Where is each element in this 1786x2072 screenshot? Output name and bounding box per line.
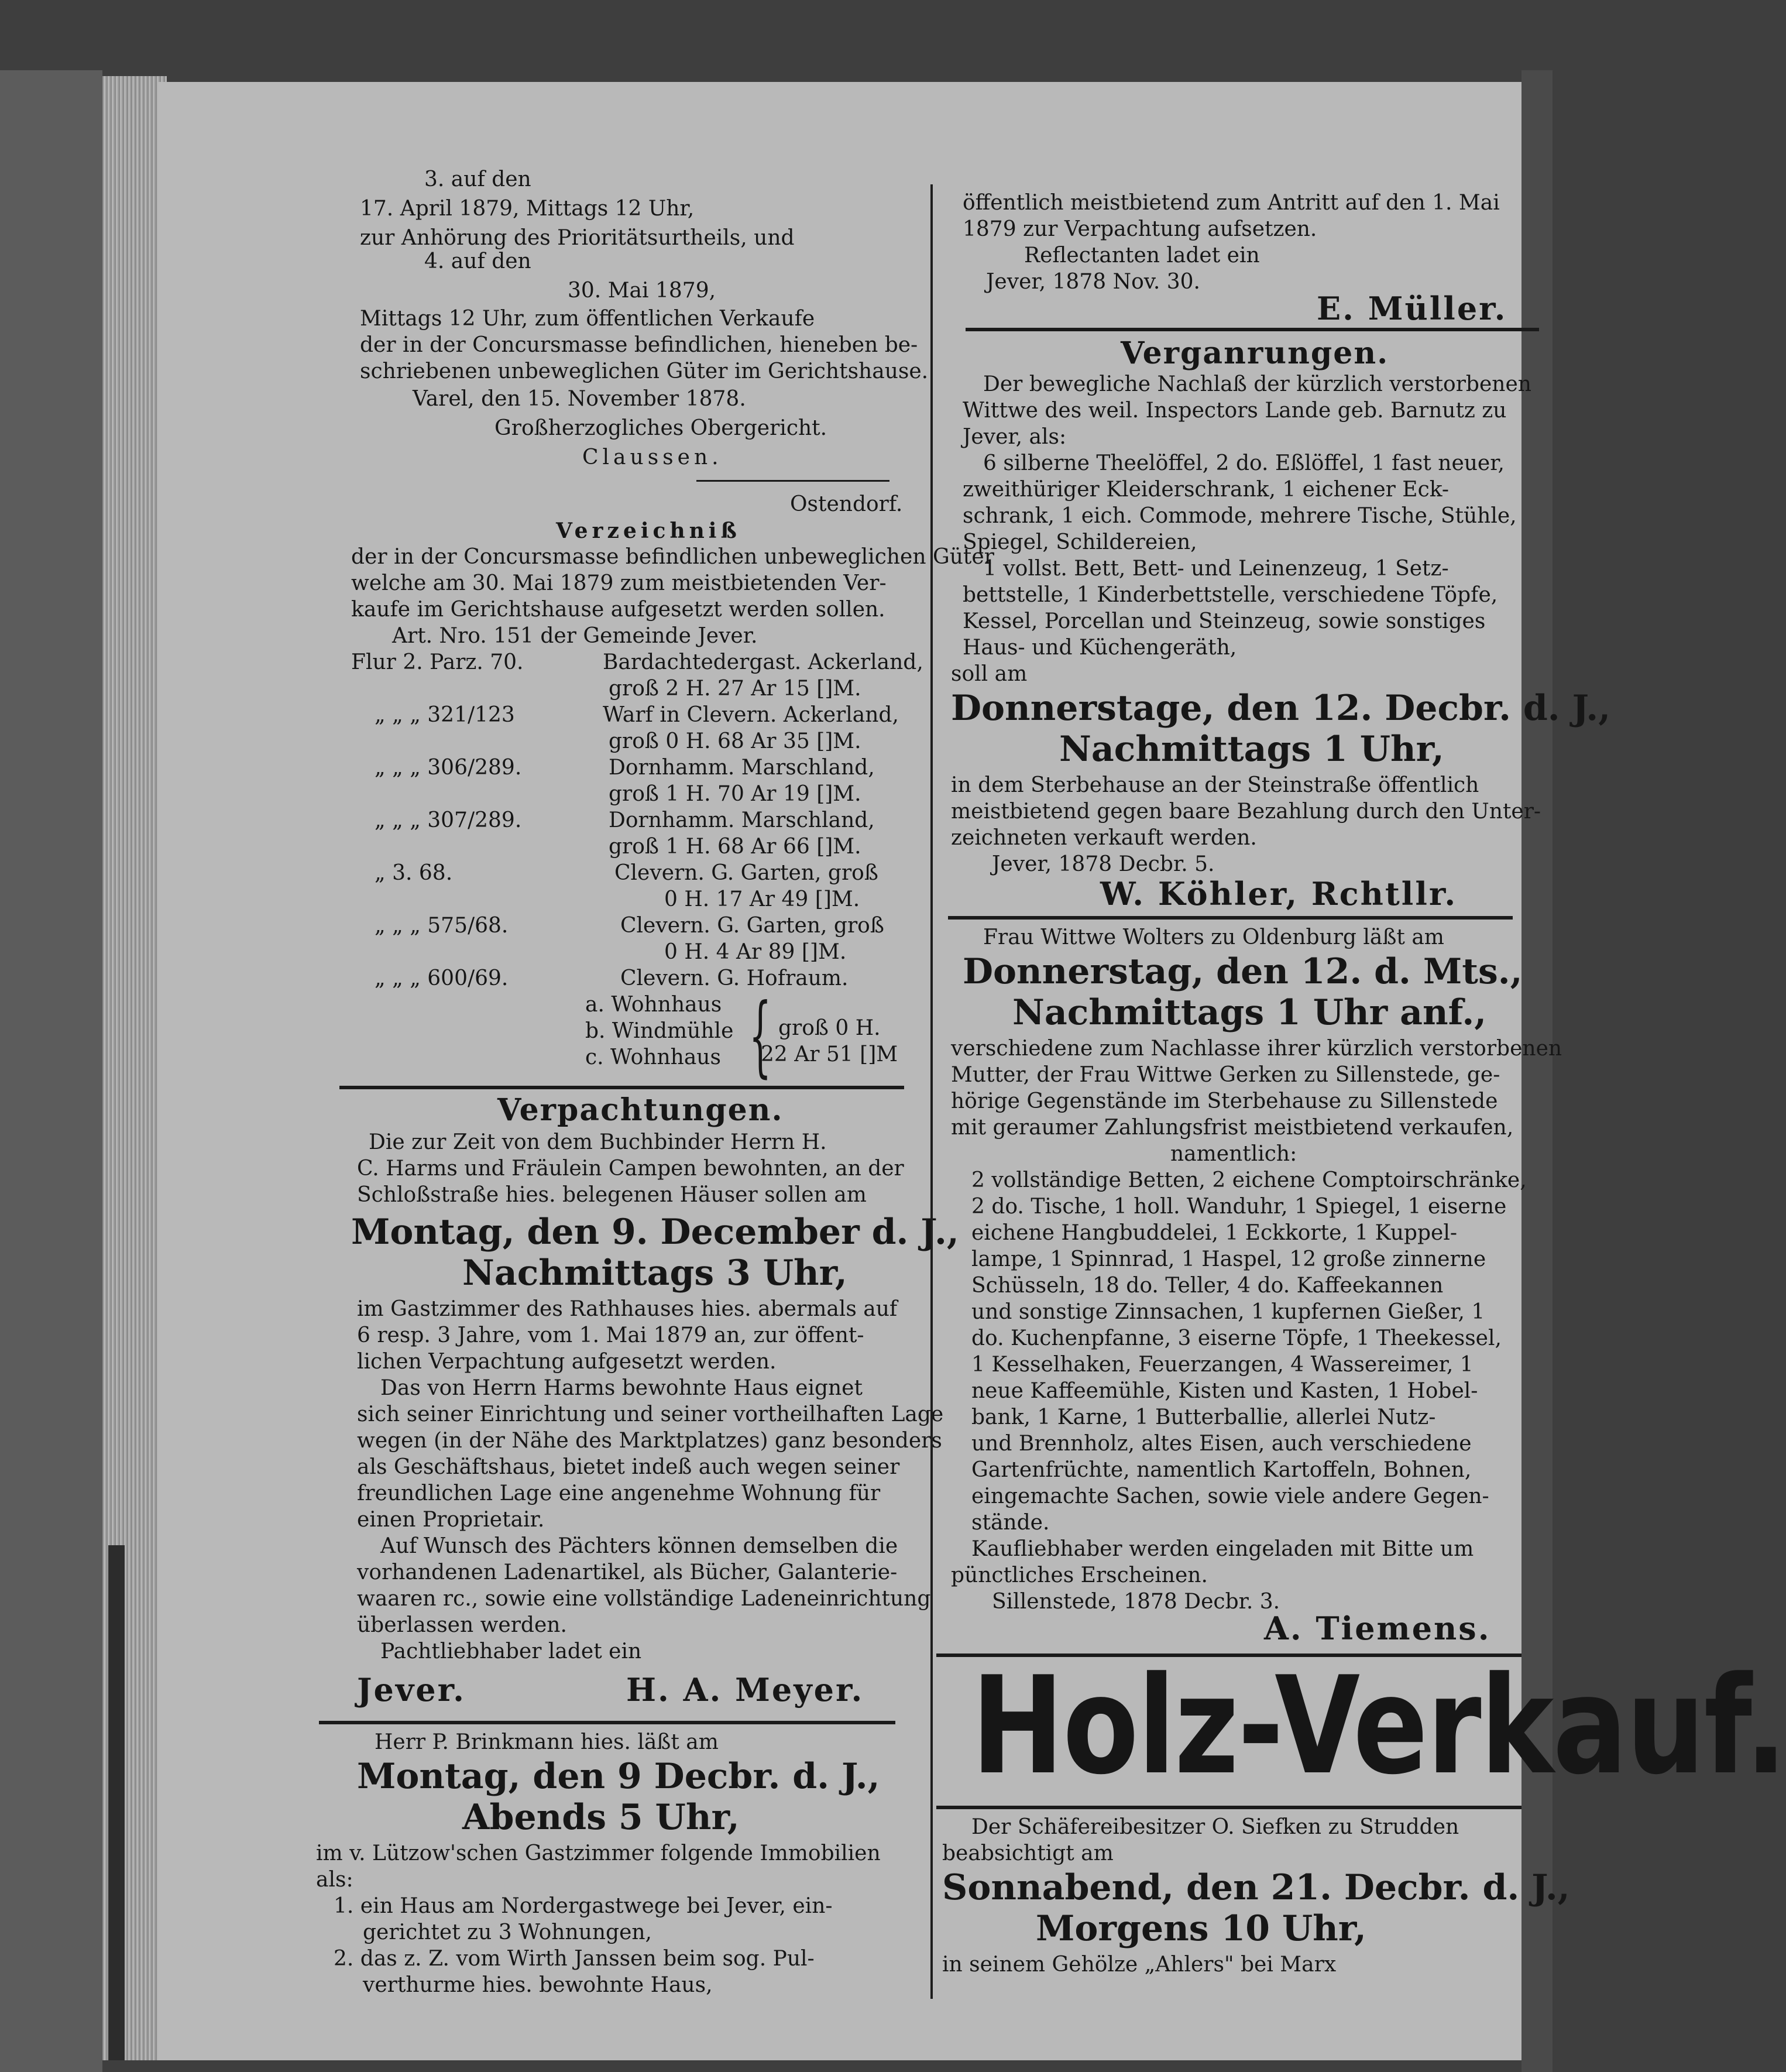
brinkmann-item2b: verthurme hies. bewohnte Haus, (363, 1973, 713, 1997)
register-row-7-parcel: „ „ „ 600/69. (375, 966, 509, 990)
register-sub-c: c. Wohnhaus (585, 1045, 721, 1069)
auctions-date: Donnerstage, den 12. Decbr. d. J., (951, 688, 1611, 729)
column-rule (930, 184, 933, 1999)
auctions-p6: schrank, 1 eich. Commode, mehrere Tische, Stühle, (963, 504, 1517, 528)
register-row-1-parcel: Flur 2. Parz. 70. (351, 650, 524, 674)
wolters-p17: Gartenfrüchte, namentlich Kartoffeln, Bohnen, (971, 1458, 1472, 1482)
register-row-3-size: groß 1 H. 70 Ar 19 []M. (609, 782, 861, 806)
divider (936, 1806, 1521, 1809)
auctions-p5: zweithüriger Kleiderschrank, 1 eichener Eck- (963, 478, 1450, 502)
register-intro3: kaufe im Gerichtshause aufgesetzt werden sollen. (351, 598, 885, 622)
mueller-l2: 1879 zur Verpachtung aufsetzen. (963, 217, 1317, 241)
lease-signer: H. A. Meyer. (626, 1671, 864, 1709)
register-row-6-desc: Clevern. G. Garten, groß (620, 914, 884, 938)
mueller-l1: öffentlich meistbietend zum Antritt auf den 1. Mai (963, 191, 1500, 215)
register-row-4-desc: Dornhamm. Marschland, (609, 808, 875, 832)
wolters-signer: A. Tiemens. (1264, 1610, 1491, 1647)
lease-p14: vorhandenen Ladenartikel, als Bücher, Galanterie- (357, 1560, 898, 1584)
sale-court: Großherzogliches Obergericht. (494, 416, 827, 440)
lease-p2: C. Harms und Fräulein Campen bewohnten, an der (357, 1157, 904, 1181)
auctions-heading: Verganrungen. (1121, 335, 1389, 371)
register-intro1: der in der Concursmasse befindlichen unbeweglichen Güter (351, 545, 994, 569)
sale-place-date: Varel, den 15. November 1878. (413, 387, 746, 411)
wolters-p16: und Brennholz, altes Eisen, auch verschiedene (971, 1432, 1472, 1456)
auctions-p3: Jever, als: (963, 425, 1067, 449)
auctions-p13: in dem Sterbehause an der Steinstraße öffentlich (951, 773, 1479, 797)
register-row-6-size: 0 H. 4 Ar 89 []M. (664, 940, 847, 964)
wolters-p14: neue Kaffeemühle, Kisten und Kasten, 1 Hobel- (971, 1379, 1478, 1403)
register-intro2: welche am 30. Mai 1879 zum meistbietenden Ver- (351, 571, 887, 595)
lease-p8: sich seiner Einrichtung und seiner vortheilhaften Lage (357, 1402, 944, 1426)
brinkmann-intro: Herr P. Brinkmann hies. läßt am (375, 1730, 719, 1754)
lease-p12: einen Proprietair. (357, 1508, 545, 1532)
wolters-intro: Frau Wittwe Wolters zu Oldenburg läßt am (983, 925, 1444, 949)
register-row-2-desc: Warf in Clevern. Ackerland, (603, 703, 899, 727)
holz-p2: beabsichtigt am (942, 1841, 1114, 1865)
divider (339, 1086, 904, 1089)
register-row-4-parcel: „ „ „ 307/289. (375, 808, 522, 832)
sale-line2: der in der Concursmasse befindlichen, hieneben be- (360, 333, 918, 357)
brinkmann-date: Montag, den 9 Decbr. d. J., (357, 1756, 880, 1797)
mueller-place-date: Jever, 1878 Nov. 30. (986, 270, 1200, 294)
wolters-p6: 2 vollständige Betten, 2 eichene Comptoirschränke, (971, 1168, 1527, 1192)
sale-item3: 3. auf den (424, 167, 531, 191)
lease-p3: Schloßstraße hies. belegenen Häuser sollen am (357, 1183, 867, 1207)
wolters-p21: pünctliches Erscheinen. (951, 1563, 1208, 1587)
brinkmann-time: Abends 5 Uhr, (462, 1797, 740, 1838)
wolters-p3: hörige Gegenstände im Sterbehause zu Sillenstede (951, 1089, 1498, 1113)
village-name: Ostendorf. (790, 492, 903, 516)
register-art: Art. Nro. 151 der Gemeinde Jever. (392, 624, 758, 648)
wolters-p12: do. Kuchenpfanne, 3 eiserne Töpfe, 1 Theekessel, (971, 1326, 1502, 1350)
register-row-5-size: 0 H. 17 Ar 49 []M. (664, 887, 860, 911)
sale-anhoerung: zur Anhörung des Prioritätsurtheils, und (360, 226, 795, 250)
register-row-1-size: groß 2 H. 27 Ar 15 []M. (609, 677, 861, 701)
wolters-p18: eingemachte Sachen, sowie viele andere Gegen- (971, 1484, 1489, 1508)
register-row-3-parcel: „ „ „ 306/289. (375, 756, 522, 780)
lease-p1: Die zur Zeit von dem Buchbinder Herrn H. (369, 1130, 827, 1154)
wolters-p5: namentlich: (1170, 1142, 1297, 1166)
holz-title: Holz-Verkauf. (971, 1648, 1786, 1805)
sale-item4: 4. auf den (424, 249, 531, 273)
register-row-7-desc: Clevern. G. Hofraum. (620, 966, 849, 990)
auctions-p9: bettstelle, 1 Kinderbettstelle, verschiedene Töpfe, (963, 583, 1498, 607)
auctions-p11: Haus- und Küchengeräth, (963, 636, 1237, 660)
divider (319, 1721, 895, 1724)
book-binding-left (0, 70, 102, 2072)
sale-signer: Claussen. (582, 445, 723, 469)
register-row-5-parcel: „ 3. 68. (375, 861, 453, 885)
auctions-p14: meistbietend gegen baare Bezahlung durch den Unter- (951, 800, 1541, 824)
register-sub-a: a. Wohnhaus (585, 993, 722, 1017)
register-sub-b: b. Windmühle (585, 1019, 734, 1043)
wolters-p9: lampe, 1 Spinnrad, 1 Haspel, 12 große zinnerne (971, 1247, 1486, 1271)
lease-p17: Pachtliebhaber ladet ein (380, 1639, 642, 1663)
divider (966, 328, 1539, 331)
wolters-p20: Kaufliebhaber werden eingeladen mit Bitte um (971, 1537, 1474, 1561)
register-row-4-size: groß 1 H. 68 Ar 66 []M. (609, 835, 861, 859)
register-heading: Verzeichniß (556, 519, 741, 543)
lease-heading: Verpachtungen. (497, 1092, 784, 1128)
spine-shadow (108, 1545, 125, 2060)
holz-p1: Der Schäfereibesitzer O. Siefken zu Strudden (971, 1815, 1459, 1839)
register-row-2-size: groß 0 H. 68 Ar 35 []M. (609, 729, 861, 753)
holz-p3: in seinem Gehölze „Ahlers" bei Marx (942, 1953, 1337, 1977)
wolters-p10: Schüsseln, 18 do. Teller, 4 do. Kaffeekannen (971, 1274, 1444, 1298)
register-sub-size2: 22 Ar 51 []M (761, 1042, 898, 1066)
register-row-3-desc: Dornhamm. Marschland, (609, 756, 875, 780)
divider (696, 480, 889, 482)
register-row-5-desc: Clevern. G. Garten, groß (614, 861, 878, 885)
mueller-l3: Reflectanten ladet ein (1024, 243, 1260, 267)
wolters-date: Donnerstag, den 12. d. Mts., (963, 951, 1523, 992)
lease-p16: überlassen werden. (357, 1613, 567, 1637)
lease-p9: wegen (in der Nähe des Marktplatzes) ganz besonders (357, 1429, 942, 1453)
register-row-1-desc: Bardachtedergast. Ackerland, (603, 650, 923, 674)
divider (948, 916, 1513, 920)
wolters-p11: und sonstige Zinnsachen, 1 kupfernen Gießer, 1 (971, 1300, 1485, 1324)
lease-p4: im Gastzimmer des Rathhauses hies. abermals auf (357, 1297, 898, 1321)
auctions-p4: 6 silberne Theelöffel, 2 do. Eßlöffel, 1 fast neuer, (983, 451, 1505, 475)
sale-date-may: 30. Mai 1879, (568, 279, 716, 303)
wolters-p1: verschiedene zum Nachlasse ihrer kürzlich verstorbenen (951, 1037, 1562, 1061)
auctions-p8: 1 vollst. Bett, Bett- und Leinenzeug, 1 Setz- (983, 557, 1449, 581)
wolters-p15: bank, 1 Karne, 1 Butterballie, allerlei Nutz- (971, 1405, 1436, 1429)
lease-time: Nachmittags 3 Uhr, (462, 1253, 847, 1294)
wolters-p4: mit geraumer Zahlungsfrist meistbietend verkaufen, (951, 1116, 1514, 1140)
sale-line1: Mittags 12 Uhr, zum öffentlichen Verkaufe (360, 307, 815, 331)
lease-p5: 6 resp. 3 Jahre, vom 1. Mai 1879 an, zur öffent- (357, 1323, 864, 1347)
register-row-6-parcel: „ „ „ 575/68. (375, 914, 509, 938)
curly-brace: { (749, 985, 772, 1087)
auctions-p10: Kessel, Porcellan und Steinzeug, sowie sonstiges (963, 609, 1486, 633)
register-sub-size1: groß 0 H. (778, 1016, 881, 1040)
auctions-time: Nachmittags 1 Uhr, (1059, 729, 1444, 770)
auctions-p12: soll am (951, 662, 1028, 686)
wolters-p7: 2 do. Tische, 1 holl. Wanduhr, 1 Spiegel, 1 eiserne (971, 1195, 1507, 1219)
lease-p6: lichen Verpachtung aufgesetzt werden. (357, 1350, 777, 1374)
lease-date: Montag, den 9. December d. J., (351, 1212, 959, 1253)
brinkmann-item2: 2. das z. Z. vom Wirth Janssen beim sog. Pul- (334, 1947, 815, 1971)
auctions-place-date: Jever, 1878 Decbr. 5. (992, 852, 1215, 876)
mueller-signer: E. Müller. (1317, 290, 1507, 327)
wolters-p8: eichene Hangbuddelei, 1 Eckkorte, 1 Kuppel- (971, 1221, 1458, 1245)
brinkmann-p2: als: (316, 1868, 353, 1892)
brinkmann-p1: im v. Lützow'schen Gastzimmer folgende Immobilien (316, 1841, 881, 1865)
lease-p11: freundlichen Lage eine angenehme Wohnung für (357, 1481, 881, 1505)
holz-date: Sonnabend, den 21. Decbr. d. J., (942, 1867, 1570, 1908)
wolters-time: Nachmittags 1 Uhr anf., (1012, 992, 1487, 1033)
wolters-place-date: Sillenstede, 1878 Decbr. 3. (992, 1590, 1280, 1614)
wolters-p13: 1 Kesselhaken, Feuerzangen, 4 Wassereimer, 1 (971, 1353, 1474, 1377)
register-row-2-parcel: „ „ „ 321/123 (375, 703, 515, 727)
auctions-p2: Wittwe des weil. Inspectors Lande geb. Barnutz zu (963, 399, 1507, 423)
auctions-p1: Der bewegliche Nachlaß der kürzlich verstorbenen (983, 372, 1531, 396)
holz-time: Morgens 10 Uhr, (1036, 1908, 1366, 1949)
wolters-p19: stände. (971, 1511, 1050, 1535)
lease-p7: Das von Herrn Harms bewohnte Haus eignet (380, 1376, 863, 1400)
brinkmann-item1: 1. ein Haus am Nordergastwege bei Jever, ein- (334, 1894, 833, 1918)
lease-p13: Auf Wunsch des Pächters können demselben die (380, 1534, 898, 1558)
sale-date-april: 17. April 1879, Mittags 12 Uhr, (360, 197, 695, 221)
wolters-p2: Mutter, der Frau Wittwe Gerken zu Sillenstede, ge- (951, 1063, 1500, 1087)
lease-p10: als Geschäftshaus, bietet indeß auch wegen seiner (357, 1455, 900, 1479)
sale-line3: schriebenen unbeweglichen Güter im Gerichtshause. (360, 359, 929, 383)
lease-p15: waaren rc., sowie eine vollständige Ladeneinrichtung (357, 1587, 931, 1611)
auctions-signer: W. Köhler, Rchtllr. (1100, 875, 1458, 912)
auctions-p15: zeichneten verkauft werden. (951, 826, 1257, 850)
auctions-p7: Spiegel, Schildereien, (963, 530, 1197, 554)
lease-place: Jever. (357, 1671, 466, 1709)
brinkmann-item1b: gerichtet zu 3 Wohnungen, (363, 1920, 652, 1944)
newspaper-page (158, 82, 1786, 2060)
